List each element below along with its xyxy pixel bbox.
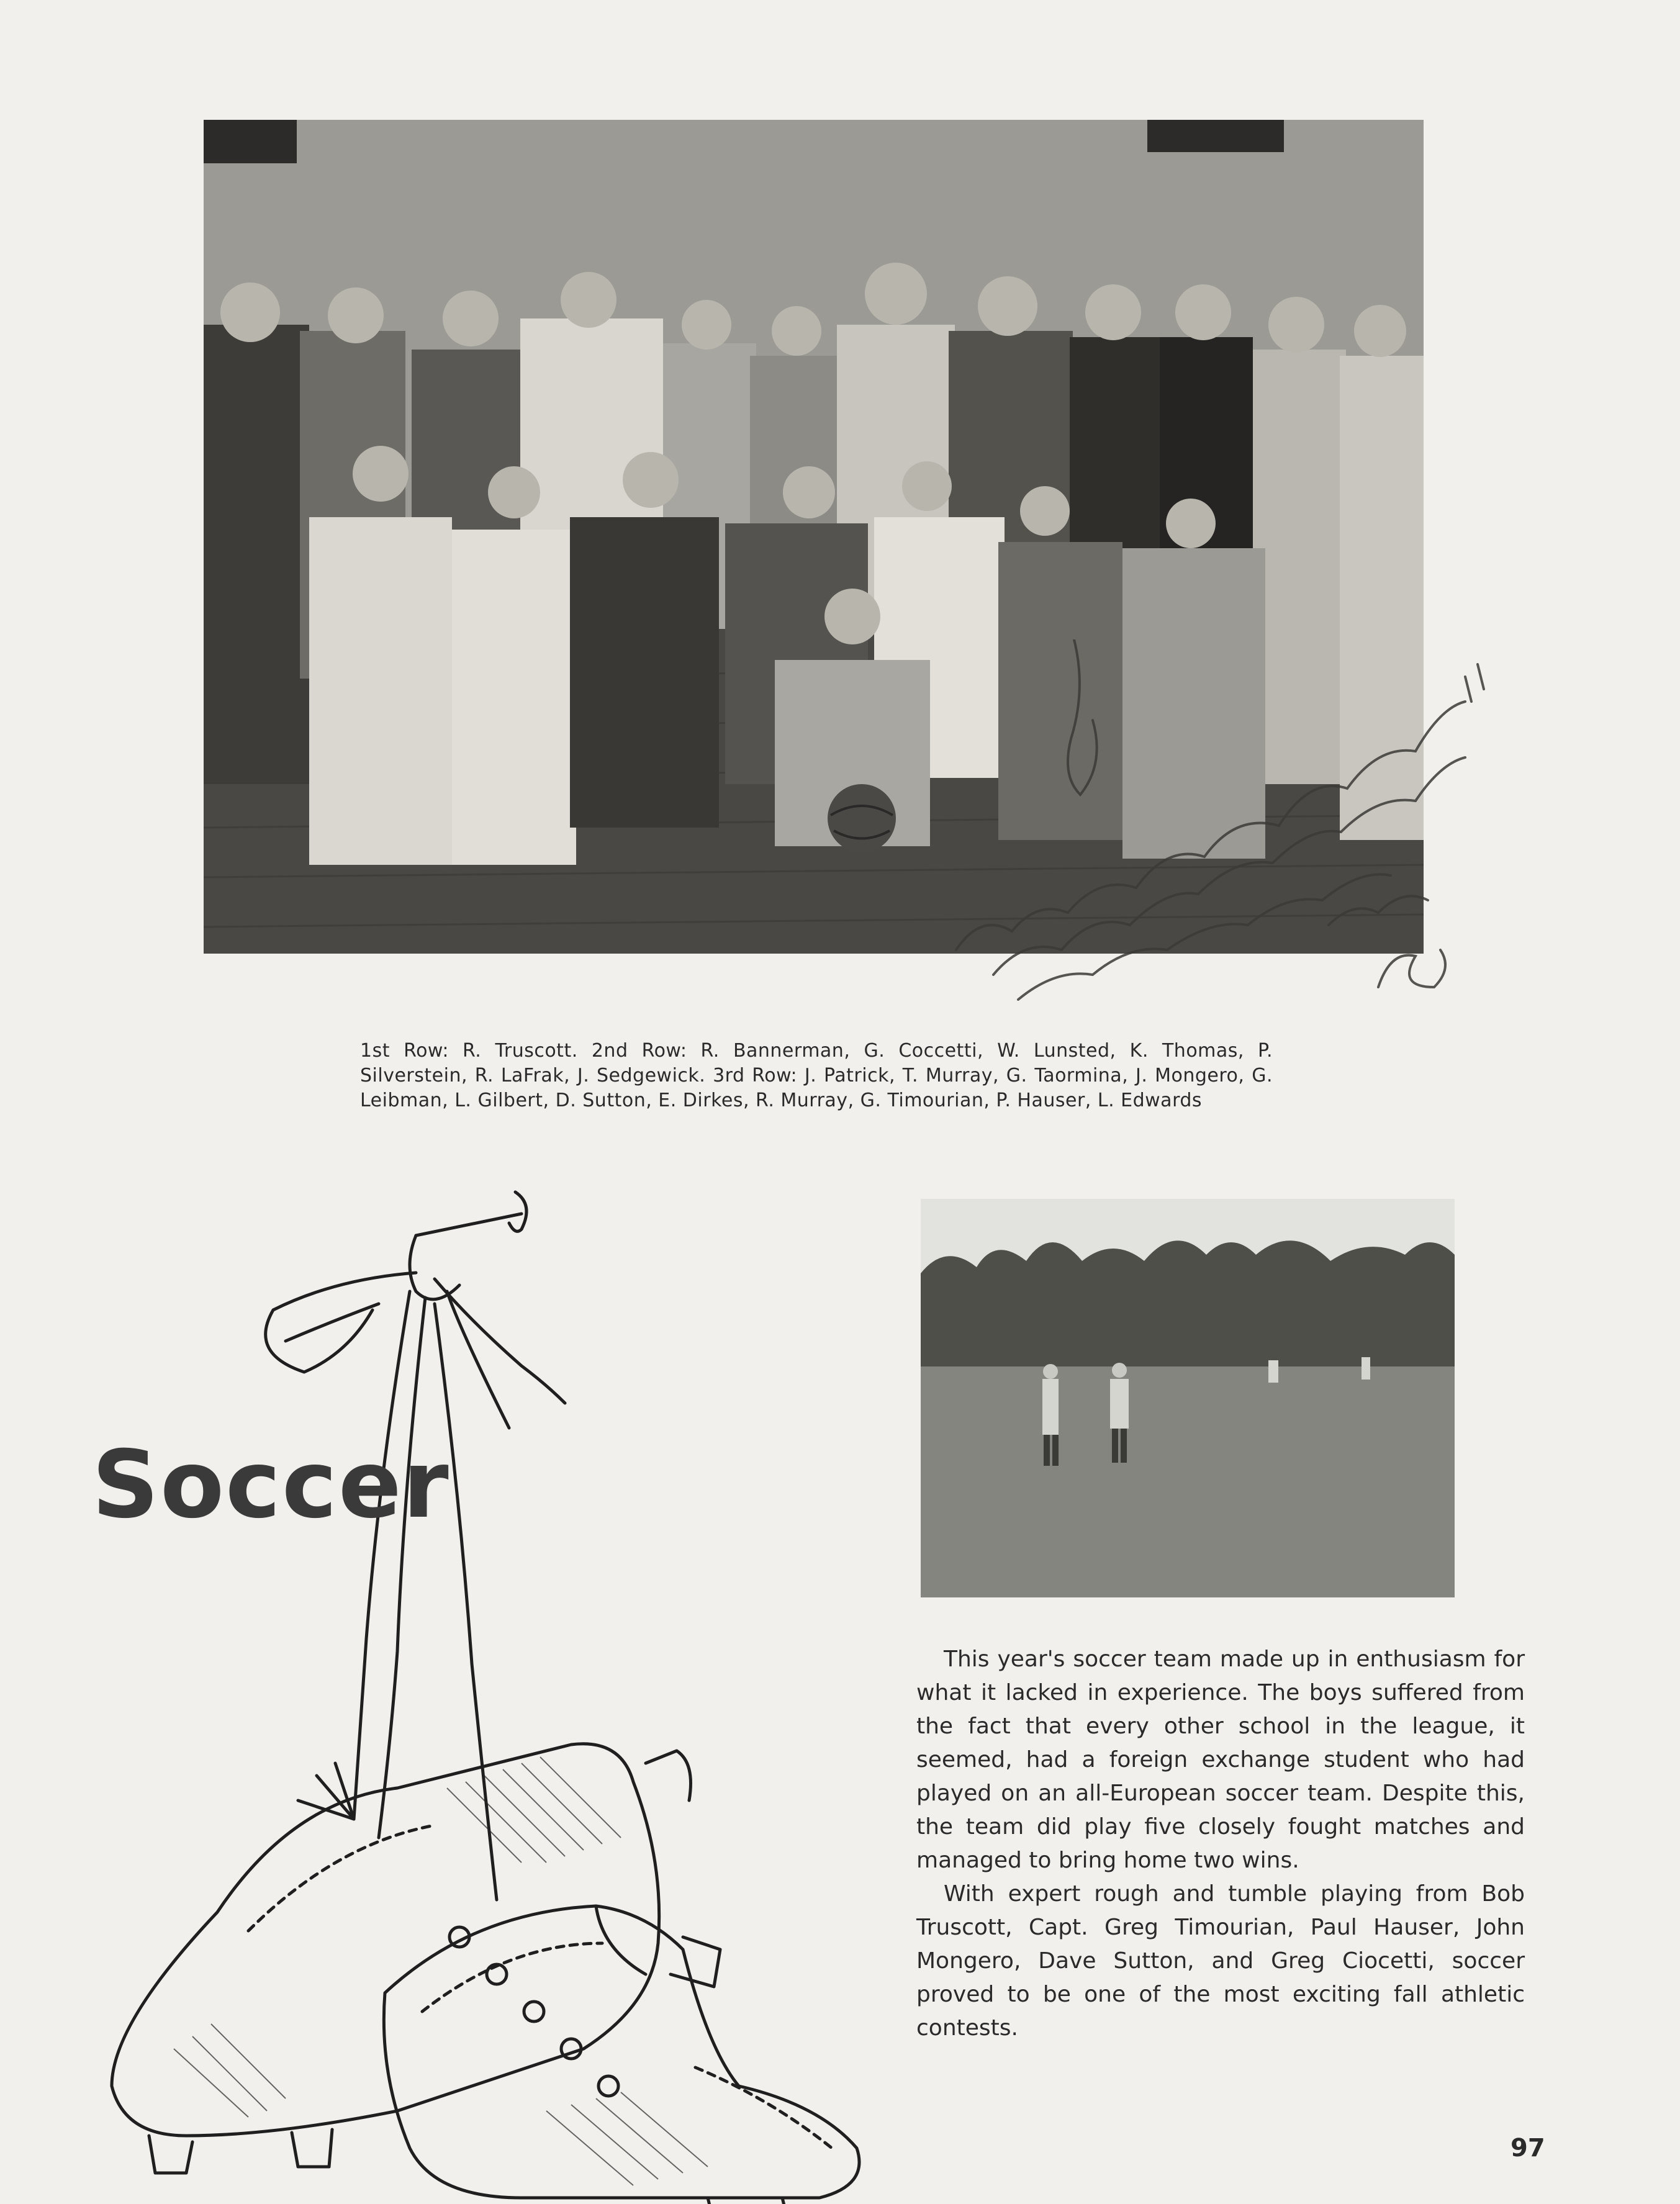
paragraph: With expert rough and tumble playing from Bob Truscott, Capt. Greg Timourian, Paul Hauser, John Mongero, Dave Sutton, and Greg Ciocetti, soccer proved to be one of the most exciting fall athletic contests.	[916, 1881, 1525, 2041]
article-text	[916, 1643, 1525, 2045]
autograph-signature	[944, 639, 1502, 1024]
paragraph: This year's soccer team made up in enthusiasm for what it lacked in experience. The boys suffered from the fact that every other school in the league, it seemed, had a foreign exchange student who had played on an all-European soccer team. Despite this, the team did play five closely fought matches and managed to bring home two wins.	[916, 1646, 1525, 1873]
page-number: 97	[1511, 2134, 1545, 2162]
team-photo-caption: 1st Row: R. Truscott. 2nd Row: R. Bannerman, G. Coccetti, W. Lunsted, K. Thomas, P. Silverstein, R. LaFrak, J. Sedgewick. 3rd Row: J. Patrick, T. Murray, G. Taormina, J. Mongero, G. Leibman, L. Gilbert, D. Sutton, E. Dirkes, R. Murray, G. Timourian, P. Hauser, L. Edwards	[360, 1040, 1273, 1111]
hanging-cleats-illustration	[87, 1167, 894, 2204]
section-title: Soccer	[92, 1431, 450, 1539]
field-photo	[921, 1199, 1455, 1597]
